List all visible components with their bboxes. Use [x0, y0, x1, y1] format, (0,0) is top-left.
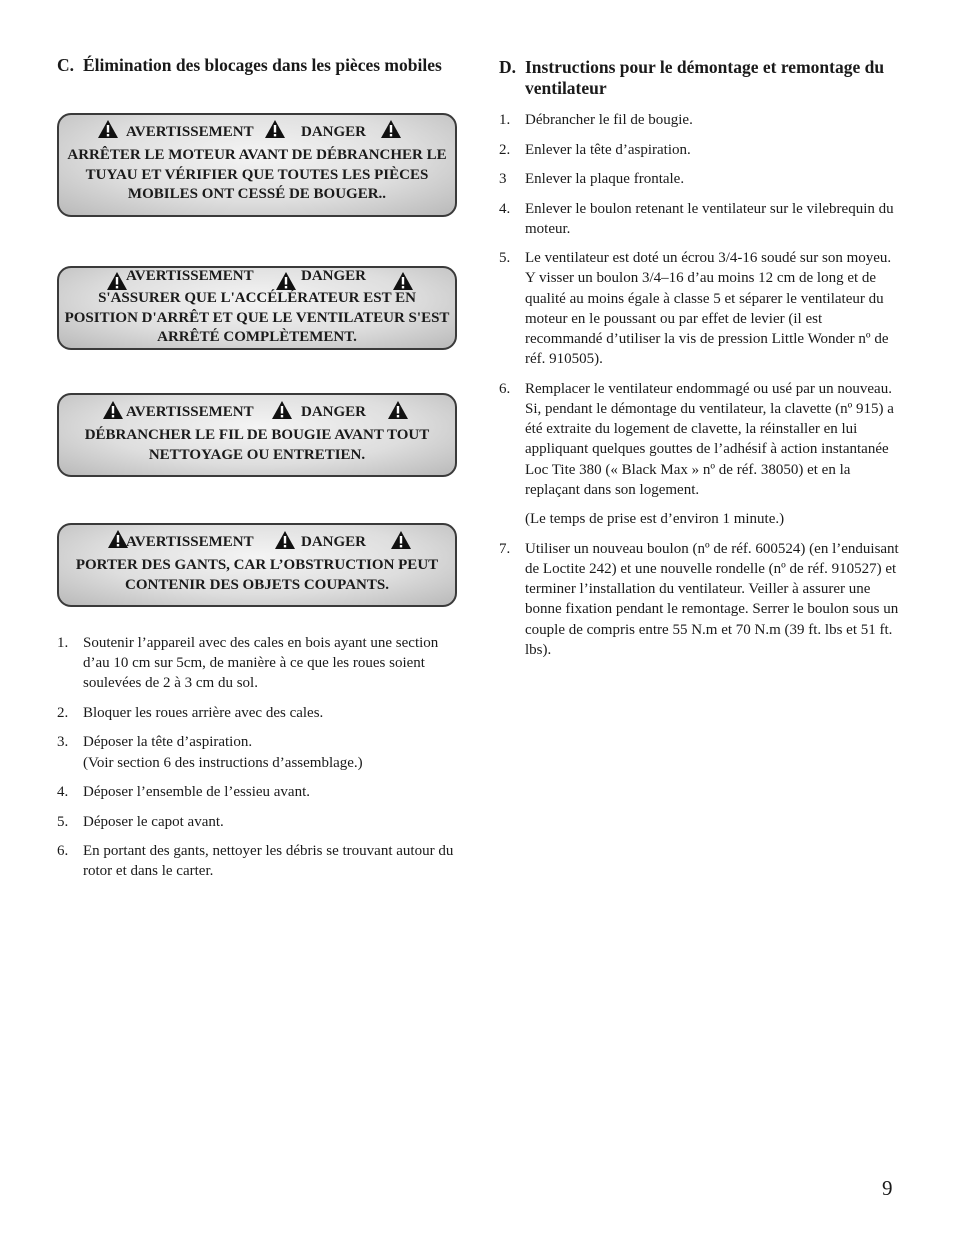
warning-triangle-icon — [392, 271, 414, 291]
warning-label-danger: DANGER — [301, 404, 367, 420]
list-item: 1. Débrancher le fil de bougie. — [499, 112, 693, 128]
list-item: 7. Utiliser un nouveau boulon (nº de réf. 600524) (en l’enduisant de Loctite 242) et une nouvelle rondelle (nº de réf. 910527) et terminer l’installation du ventilateur. Veiller à assurer une bonne fixation pendant le remontage. Serrer le boulon sous un couple de compris entre 55 N.m et 70 N.m (39 ft. lbs et 51 ft. lbs). — [499, 540, 899, 658]
list-item: 4. Enlever le boulon retenant le ventilateur sur le vilebrequin du moteur. — [499, 200, 894, 237]
warning-text: DÉBRANCHER LE FIL DE BOUGIE AVANT TOUT NETTOYAGE OU ENTRETIEN. — [84, 427, 430, 463]
list-item: 4. Déposer l’ensemble de l’essieu avant. — [57, 784, 310, 801]
setting-time-note: (Le temps de prise est d’environ 1 minute.) — [525, 511, 785, 528]
section-d-steps — [499, 110, 899, 669]
warning-box-1 — [57, 113, 457, 217]
warning-label-danger: DANGER — [301, 124, 367, 140]
warning-label-avertissement: AVERTISSEMENT — [126, 268, 254, 284]
warning-label-avertissement: AVERTISSEMENT — [126, 404, 254, 420]
section-d-heading — [499, 57, 899, 99]
page-number: 9 — [882, 1176, 893, 1200]
warning-text: PORTER DES GANTS, CAR L’OBSTRUCTION PEUT CONTENIR DES OBJETS COUPANTS. — [75, 557, 439, 593]
warning-triangle-icon — [264, 119, 286, 139]
warning-box-4 — [57, 523, 457, 607]
section-d-letter: D. — [499, 57, 517, 77]
warning-box-3 — [57, 393, 457, 477]
list-item: 2. Bloquer les roues arrière avec des cales. — [57, 704, 324, 721]
section-c-heading — [57, 55, 459, 76]
warning-triangle-icon — [106, 271, 128, 291]
warning-triangle-icon — [275, 271, 297, 291]
list-item: 6. En portant des gants, nettoyer les débris se trouvant autour du rotor et dans le carter. — [57, 843, 454, 880]
warning-triangle-icon — [274, 530, 296, 550]
warning-text: S'ASSURER QUE L'ACCÉLÉRATEUR EST EN POSITION D'ARRÊT ET QUE LE VENTILATEUR S'EST ARRÊTÉ COMPLÈTEMENT. — [64, 290, 450, 345]
warning-triangle-icon — [271, 400, 293, 420]
section-c-title: Élimination des blocages dans les pièces mobiles — [83, 55, 442, 75]
list-item: 5. Déposer le capot avant. — [57, 813, 224, 830]
section-d-title: Instructions pour le démontage et remontage du ventilateur — [525, 57, 885, 98]
warning-triangle-icon — [390, 530, 412, 550]
warning-box-2 — [57, 266, 457, 350]
section-c-steps — [57, 633, 459, 891]
warning-label-avertissement: AVERTISSEMENT — [126, 124, 254, 140]
list-item: 5. Le ventilateur est doté un écrou 3/4-16 soudé sur son moyeu. Y visser un boulon 3/4–16 d’au moins 12 cm de long et de qualité au moins égale à classe 5 et séparer le ventilateur du moteur en le poussant ou par effet de levier (il est recommandé d’utiliser la vis de pression Little Wonder nº de réf. 910505). — [499, 250, 892, 368]
warning-label-avertissement: AVERTISSEMENT — [126, 534, 254, 550]
warning-text: ARRÊTER LE MOTEUR AVANT DE DÉBRANCHER LE TUYAU ET VÉRIFIER QUE TOUTES LES PIÈCES MOBILES ONT CESSÉ DE BOUGER.. — [67, 147, 447, 202]
warning-triangle-icon — [97, 119, 119, 139]
section-c-letter: C. — [57, 55, 75, 75]
warning-label-danger: DANGER — [301, 534, 367, 550]
list-item: 1. Soutenir l’appareil avec des cales en bois ayant une section d’au 10 cm sur 5cm, de manière à ce que les roues soient soulevées de 2 à 3 cm du sol. — [57, 635, 439, 692]
list-item: 6. Remplacer le ventilateur endommagé ou usé par un nouveau. Si, pendant le démontage du ventilateur, la clavette (nº 915) a été extraite du logement de clavette, la réinstaller en lui appliquant quelques gouttes de l’adhésif à action instantanée Loc Tite 380 (« Black Max » nº de réf. 38050) et en la replaçant dans son logement. — [499, 380, 894, 498]
list-item: 3. Déposer la tête d’aspiration. (Voir section 6 des instructions d’assemblage.) — [57, 734, 363, 771]
right-column — [499, 57, 899, 658]
list-item: 2. Enlever la tête d’aspiration. — [499, 141, 691, 158]
warning-label-danger: DANGER — [301, 268, 367, 284]
warning-triangle-icon — [102, 400, 124, 420]
warning-triangle-icon — [387, 400, 409, 420]
warning-triangle-icon — [380, 119, 402, 139]
left-column — [57, 55, 459, 880]
list-item: 3 Enlever la plaque frontale. — [499, 171, 685, 187]
